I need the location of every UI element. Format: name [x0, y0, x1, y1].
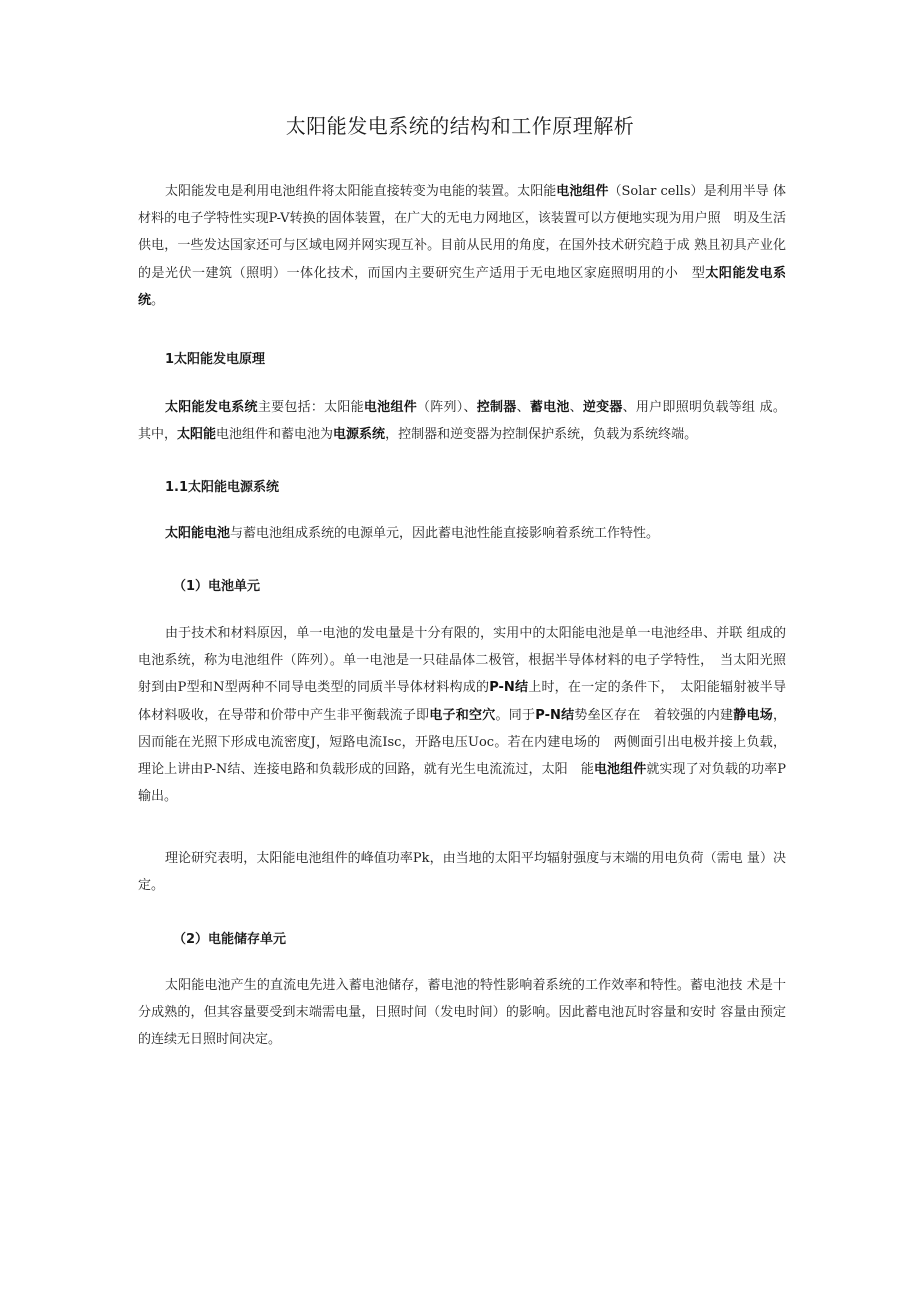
text-run: 上时，在一定的条件下， 太阳能辐射被半导体材料吸收，在导带和价带中产生非平衡载流子即: [138, 680, 786, 723]
text-run: 由于技术和材料原因，单一电池的发电量是十分有限的，实用中的太阳能电池是单一电池经串、并联 组成的电池系统，称为电池组件（阵列）。单一电池是一只硅晶体二极管，根据半导体材料的电子学特性， 当太阳光照射到由P型和N型两种不同导电类型的同质半导体材料构成的: [138, 626, 786, 696]
intro-paragraph: [138, 178, 786, 314]
battery-unit-paragraph: [138, 620, 786, 810]
keyword-link: 电池组件: [593, 762, 647, 778]
text-run: 与蓄电池组成系统的电源单元，因此蓄电池性能直接影响着系统工作特性。: [230, 526, 660, 541]
text-run: （阵列）、: [416, 400, 477, 415]
keyword-link: P-N结: [535, 707, 575, 723]
text-run: 、: [569, 400, 583, 415]
section-heading-1-1: 1.1太阳能电源系统: [165, 480, 280, 495]
text-run: 势垒区存在 着较强的内建: [574, 707, 734, 723]
keyword-link: 逆变器: [582, 400, 623, 415]
system-components-paragraph: [138, 394, 786, 448]
keyword-link: 电池组件: [556, 184, 609, 199]
keyword-link: 电子和空穴: [429, 707, 496, 723]
keyword-link: 太阳能电池: [165, 526, 231, 541]
text-run: 太阳能发电是利用电池组件将太阳能直接转变为电能的装置。太阳能: [165, 184, 557, 199]
text-run: 、: [516, 400, 530, 415]
peak-power-paragraph: 理论研究表明，太阳能电池组件的峰值功率Pk，由当地的太阳平均辐射强度与末端的用电负荷（需电 量）决定。: [138, 851, 786, 894]
text-run: 。同于: [495, 707, 536, 723]
text-run: 。: [151, 292, 165, 308]
keyword-link: 控制器: [476, 400, 517, 415]
storage-unit-paragraph: 太阳能电池产生的直流电先进入蓄电池储存，蓄电池的特性影响着系统的工作效率和特性。蓄电池技 术是十分成熟的，但其容量要受到末端需电量，日照时间（发电时间）的影响。因此蓄电池瓦时容量和安时 容量由预定的连续无日照时间决定。: [138, 978, 786, 1048]
text-run: ，因而能在光照下形成电流密度J，短路电流Isc，开路电压Uoc。若在内建电场的 两侧面引出电极并接上负载，理论上讲由P-N结、连接电路和负载形成的回路，就有光生电流流过，太阳 能: [138, 707, 786, 778]
subsection-heading-battery-unit: （1）电池单元: [173, 579, 261, 594]
keyword-link: 蓄电池: [529, 400, 570, 415]
keyword-link: 电源系统: [333, 427, 386, 443]
text-run: 电池组件和蓄电池为: [216, 427, 334, 443]
text-run: 、用户即照明负载等组 成。其中，: [138, 400, 786, 443]
document-title: 太阳能发电系统的结构和工作原理解析: [285, 114, 635, 138]
text-run: （Solar cells）是利用半导 体材料的电子学特性实现P-V转换的固体装置，在广大的无电力网地区，该装置可以方便地实现为用户照 明及生活供电，一些发达国家还可与区域电网并网实现互补。目前从民用的角度，在国外技术研究趋于成 熟且初具产业化的是光伏一建筑（照明）一体化技术，而国内主要研究生产适用于无电地区家庭照明用的小 型: [138, 184, 786, 281]
keyword-link: 太阳能: [177, 427, 217, 443]
section-heading-1: 1太阳能发电原理: [165, 352, 266, 367]
subsection-heading-storage-unit: （2）电能储存单元: [173, 932, 287, 947]
keyword-link: P-N结: [489, 680, 529, 696]
text-run: ，控制器和逆变器为控制保护系统，负载为系统终端。: [385, 427, 698, 443]
keyword-link: 太阳能发电系统: [138, 265, 786, 308]
keyword-link: 太阳能发电系统: [165, 400, 258, 415]
power-unit-paragraph: [138, 520, 786, 547]
keyword-link: 静电场: [733, 707, 773, 723]
keyword-link: 电池组件: [363, 400, 417, 415]
text-run: 就实现了对负载的功率P输出。: [138, 762, 786, 805]
text-run: 主要包括：太阳能: [257, 400, 364, 415]
